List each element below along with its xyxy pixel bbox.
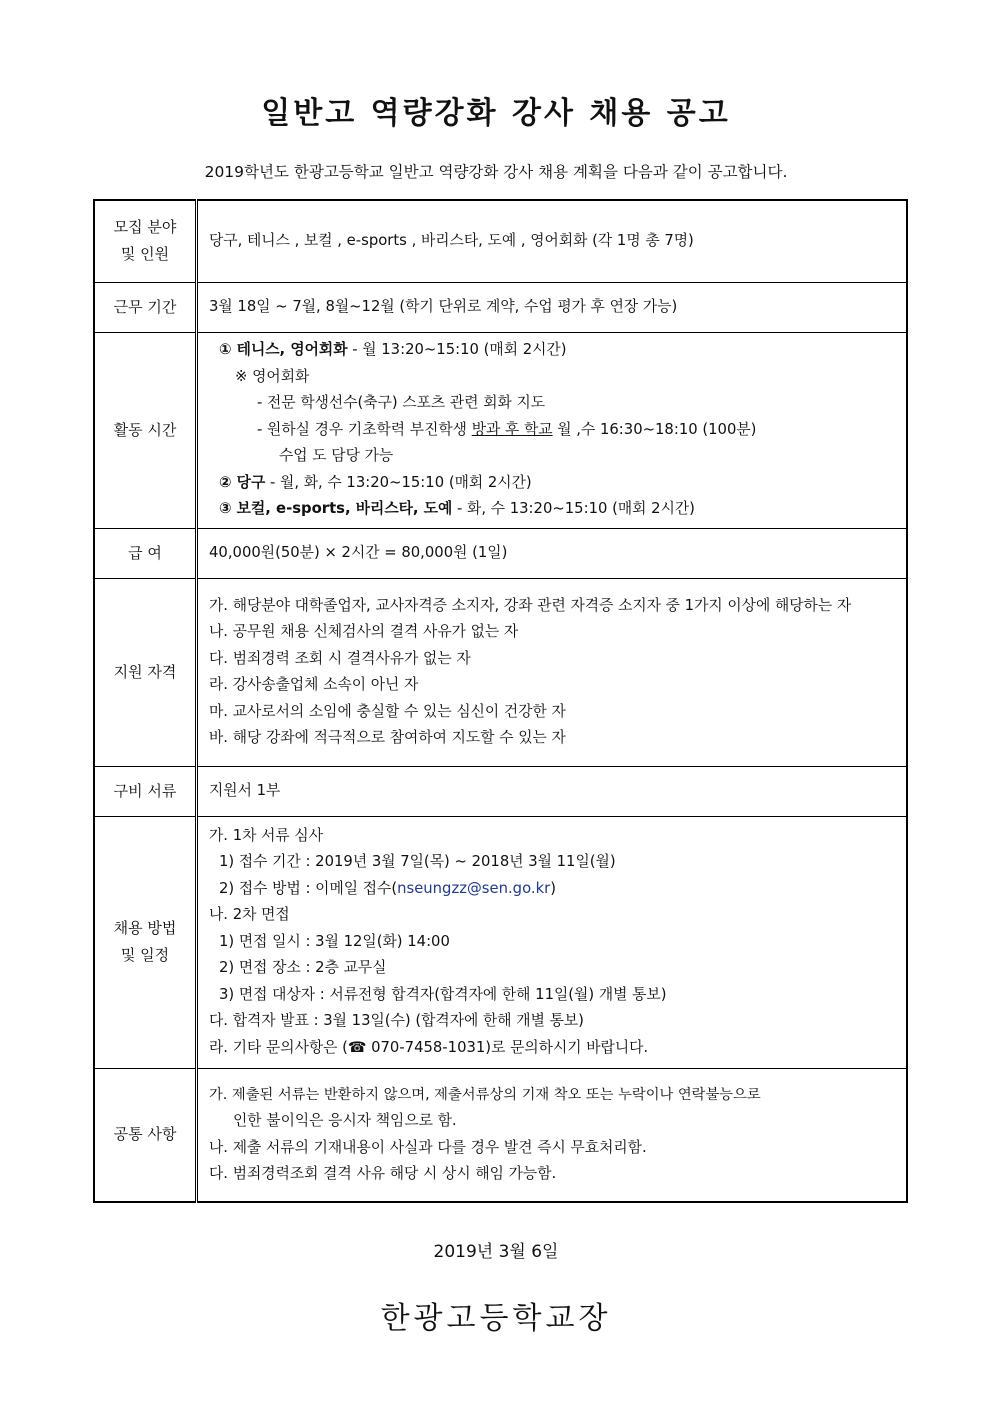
schedule-line: 1) 면접 일시 : 3월 12일(화) 14:00	[219, 932, 450, 950]
schedule-line: 가. 1차 서류 심사	[209, 826, 323, 844]
table-row-common	[94, 1068, 907, 1202]
list-item: 다. 범죄경력 조회 시 결격사유가 없는 자	[209, 649, 471, 667]
schedule-line: 라. 기타 문의사항은 (☎ 070-7458-1031)로 문의하시기 바랍니다.	[209, 1038, 649, 1056]
pay-text: 40,000원(50분) × 2시간 = 80,000원 (1일)	[209, 543, 508, 561]
activity-line: ① 테니스, 영어회화 - 월 13:20~15:10 (매회 2시간)	[219, 341, 567, 359]
activity-line: ※ 영어회화	[235, 367, 310, 385]
row-content-recruit	[197, 200, 908, 282]
list-item: 마. 교사로서의 소임에 충실할 수 있는 심신이 건강한 자	[209, 702, 566, 720]
row-content-schedule	[197, 816, 908, 1068]
row-label-activity: 활동 시간	[94, 332, 197, 528]
row-content-pay	[197, 528, 908, 578]
activity-line: - 원하실 경우 기초학력 부진학생 방과 후 학교 월 ,수 16:30~18:10 (100분)	[257, 420, 757, 438]
signer-name: 한광고등학교장	[380, 1301, 612, 1336]
list-item: 라. 강사송출업체 소속이 아닌 자	[209, 676, 419, 693]
activity-line: 수업 도 담당 가능	[279, 447, 394, 465]
row-label-qualification: 지원 자격	[94, 578, 197, 766]
list-item: 나. 공무원 채용 신체검사의 결격 사유가 없는 자	[209, 623, 519, 640]
page-title: 일반고 역량강화 강사 채용 공고	[261, 96, 731, 131]
list-item: 가. 해당분야 대학졸업자, 교사자격증 소지자, 강좌 관련 자격증 소지자 중 1가지 이상에 해당하는 자	[209, 596, 852, 614]
row-label-pay: 급 여	[94, 528, 197, 578]
row-content-period	[197, 282, 908, 332]
common-line: 다. 범죄경력조회 결격 사유 해당 시 상시 해임 가능함.	[209, 1165, 557, 1183]
schedule-line: 나. 2차 면접	[209, 906, 290, 924]
list-item: 바. 해당 강좌에 적극적으로 참여하여 지도할 수 있는 자	[209, 729, 566, 746]
schedule-line: 2) 접수 방법 : 이메일 접수(nseungzz@sen.go.kr)	[219, 879, 556, 897]
common-line: 가. 제출된 서류는 반환하지 않으며, 제출서류상의 기재 착오 또는 누락이나 연락불능으로	[209, 1086, 761, 1103]
table-row-recruit	[94, 200, 907, 282]
row-label-period: 근무 기간	[94, 282, 197, 332]
schedule-line: 다. 합격자 발표 : 3월 13일(수) (합격자에 한해 개별 통보)	[209, 1012, 584, 1030]
schedule-line: 2) 면접 장소 : 2층 교무실	[219, 959, 387, 977]
row-content-common	[197, 1068, 908, 1202]
table-row-qualification	[94, 578, 907, 766]
table-row-pay	[94, 528, 907, 578]
activity-line: ③ 보컬, e-sports, 바리스타, 도예 - 화, 수 13:20~15:10 (매회 2시간)	[219, 500, 695, 518]
row-label-documents: 구비 서류	[94, 766, 197, 816]
row-label-schedule: 채용 방법 및 일정	[94, 816, 197, 1068]
recruit-text: 당구, 테니스 , 보컬 , e-sports , 바리스타, 도예 , 영어회화 (각 1명 총 7명)	[209, 232, 694, 249]
row-label-common: 공통 사항	[94, 1068, 197, 1202]
notice-date: 2019년 3월 6일	[433, 1242, 559, 1262]
row-content-activity	[197, 332, 908, 528]
activity-line: ② 당구 - 월, 화, 수 13:20~15:10 (매회 2시간)	[219, 473, 532, 491]
table-row-documents	[94, 766, 907, 816]
schedule-line: 3) 면접 대상자 : 서류전형 합격자(합격자에 한해 11일(월) 개별 통보)	[219, 985, 667, 1003]
period-text: 3월 18일 ~ 7월, 8월~12월 (학기 단위로 계약, 수업 평가 후 연장 가능)	[209, 297, 678, 315]
table-row-schedule	[94, 816, 907, 1068]
row-content-documents	[197, 766, 908, 816]
table-row-activity	[94, 332, 907, 528]
documents-text: 지원서 1부	[209, 781, 281, 799]
activity-line: - 전문 학생선수(축구) 스포츠 관련 회화 지도	[257, 394, 546, 412]
row-label-recruit: 모집 분야 및 인원	[94, 200, 197, 282]
contact-email[interactable]: nseungzz@sen.go.kr	[397, 879, 551, 897]
schedule-line: 1) 접수 기간 : 2019년 3월 7일(목) ~ 2018년 3월 11일(월)	[219, 853, 616, 871]
row-content-qualification	[197, 578, 908, 766]
table-row-period	[94, 282, 907, 332]
common-line: 인한 불이익은 응시자 책임으로 함.	[233, 1112, 457, 1130]
common-line: 나. 제출 서류의 기재내용이 사실과 다를 경우 발견 즉시 무효처리함.	[209, 1138, 647, 1156]
notice-table	[93, 199, 908, 1203]
intro-text: 2019학년도 한광고등학교 일반고 역량강화 강사 채용 계획을 다음과 같이 공고합니다.	[204, 163, 788, 181]
